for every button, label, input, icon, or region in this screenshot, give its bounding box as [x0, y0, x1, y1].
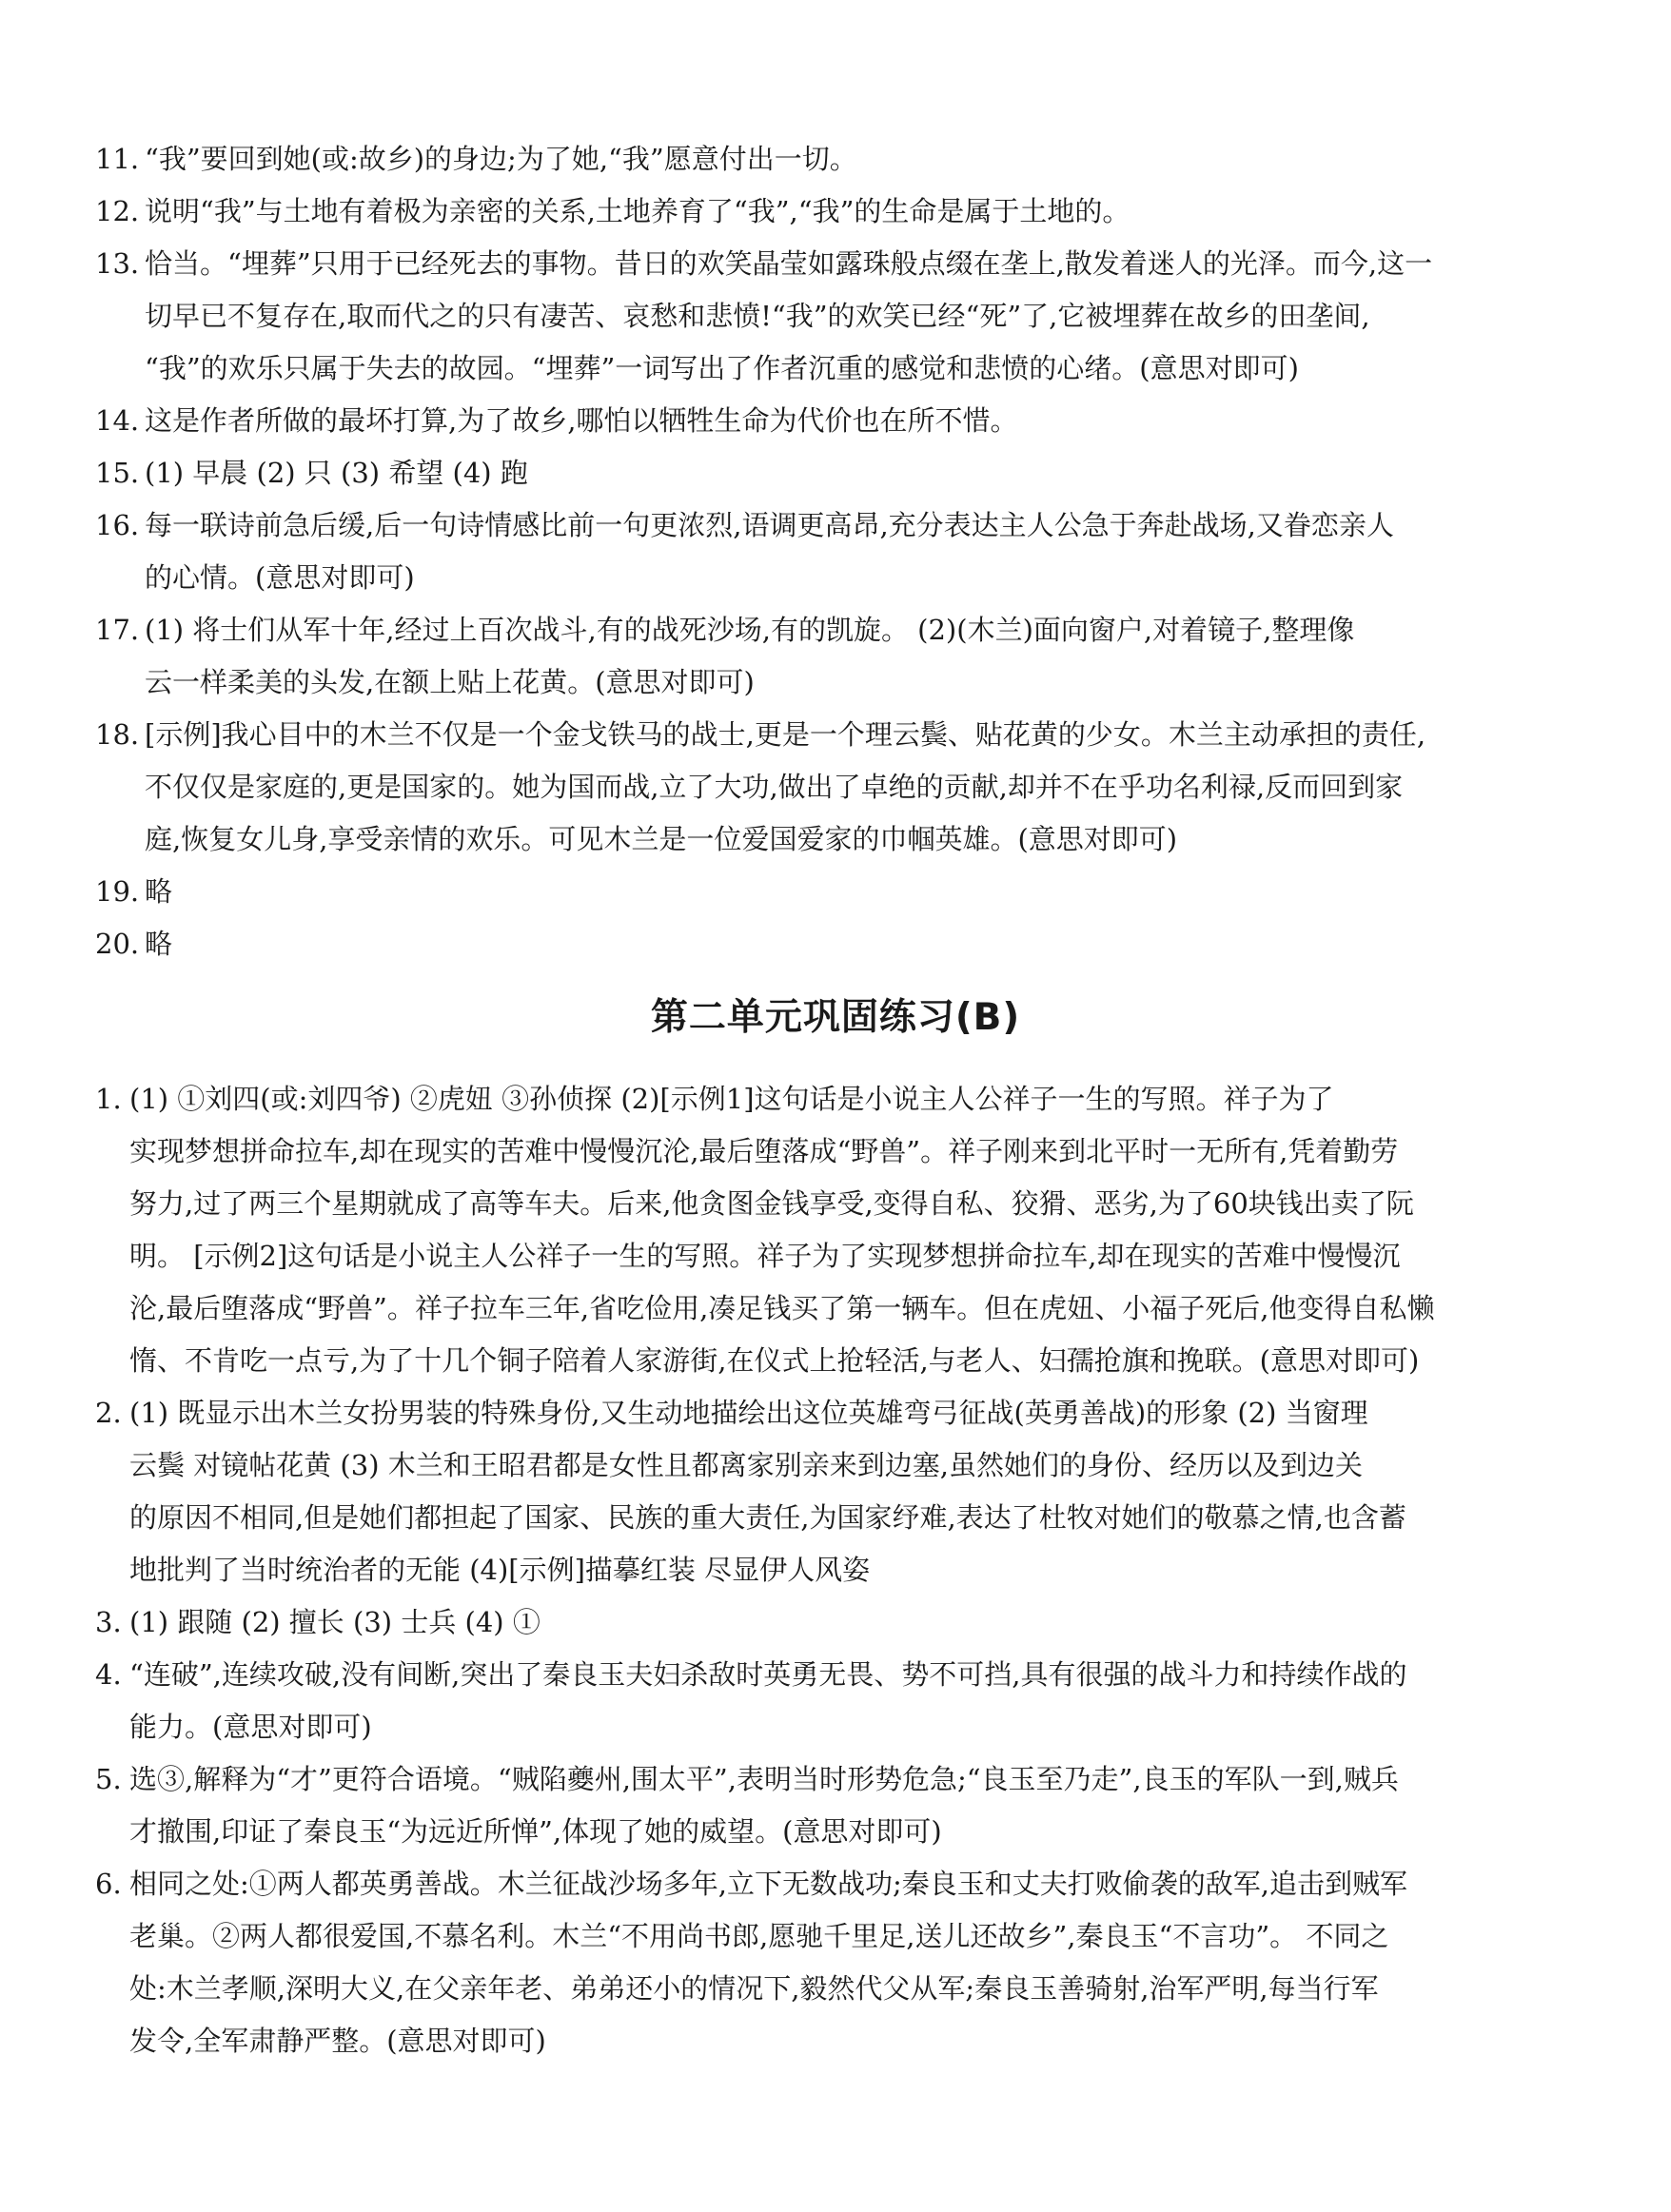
answer-text	[129, 1073, 1608, 1387]
answer-item	[95, 499, 1608, 604]
answer-number: 3.	[95, 1606, 122, 1638]
answer-text	[145, 133, 1608, 186]
answer-line: 能力。(意思对即可)	[129, 1711, 372, 1743]
answer-line: (1) 早晨 (2) 只 (3) 希望 (4) 跑	[145, 457, 528, 489]
answer-line: “我”要回到她(或:故乡)的身边;为了她,“我”愿意付出一切。	[145, 143, 857, 175]
answer-text	[145, 499, 1608, 604]
answer-item	[95, 186, 1608, 238]
answer-text	[129, 1858, 1608, 2067]
answer-line: 云鬓 对镜帖花黄 (3) 木兰和王昭君都是女性且都离家别亲来到边塞,虽然她们的身份、经历以及到边关	[129, 1449, 1363, 1481]
answer-line: 处:木兰孝顺,深明大义,在父亲年老、弟弟还小的情况下,毅然代父从军;秦良玉善骑射,治军严明,每当行军	[129, 1972, 1379, 2005]
answer-line: 实现梦想拼命拉车,却在现实的苦难中慢慢沉沦,最后堕落成“野兽”。祥子刚来到北平时一无所有,凭着勤劳	[129, 1135, 1399, 1167]
answer-item	[95, 1387, 1608, 1596]
answer-line: 发令,全军肃静严整。(意思对即可)	[129, 2025, 546, 2057]
answer-line: 老巢。②两人都很爱国,不慕名利。木兰“不用尚书郎,愿驰千里足,送儿还故乡”,秦良玉“不言功”。 不同之	[129, 1920, 1389, 1952]
answer-line: 惰、不肯吃一点亏,为了十几个铜子陪着人家游街,在仪式上抢轻活,与老人、妇孺抢旗和挽联。(意思对即可)	[129, 1344, 1420, 1377]
answer-number: 20.	[95, 928, 140, 960]
answer-number: 13.	[95, 247, 140, 280]
answer-number: 2.	[95, 1397, 122, 1429]
answer-number: 16.	[95, 509, 140, 541]
answer-line: 略	[145, 875, 173, 908]
answer-number: 17.	[95, 614, 140, 646]
answer-text	[129, 1753, 1608, 1858]
answer-number: 11.	[95, 143, 140, 175]
answer-item	[95, 238, 1608, 395]
answer-line: (1) ①刘四(或:刘四爷) ②虎妞 ③孙侦探 (2)[示例1]这句话是小说主人公祥子一生的写照。祥子为了	[129, 1083, 1334, 1115]
answer-text	[145, 866, 1608, 918]
answer-line: 才撤围,印证了秦良玉“为远近所惮”,体现了她的威望。(意思对即可)	[129, 1815, 942, 1848]
answer-line: 地批判了当时统治者的无能 (4)[示例]描摹红装 尽显伊人风姿	[129, 1554, 871, 1586]
answer-item	[95, 133, 1608, 186]
answer-line: 说明“我”与土地有着极为亲密的关系,土地养育了“我”,“我”的生命是属于土地的。	[145, 195, 1130, 227]
answer-text	[129, 1387, 1608, 1596]
answer-line: (1) 将士们从军十年,经过上百次战斗,有的战死沙场,有的凯旋。 (2)(木兰)面向窗户,对着镜子,整理像	[145, 614, 1355, 646]
answer-number: 4.	[95, 1658, 122, 1691]
answer-item	[95, 447, 1608, 499]
answer-line: 选③,解释为“才”更符合语境。“贼陷夔州,围太平”,表明当时形势危急;“良玉至乃走”,良玉的军队一到,贼兵	[129, 1763, 1399, 1795]
answer-line: 不仅仅是家庭的,更是国家的。她为国而战,立了大功,做出了卓绝的贡献,却并不在乎功名利禄,反而回到家	[145, 771, 1404, 803]
answer-text	[145, 186, 1608, 238]
answer-line: 的原因不相同,但是她们都担起了国家、民族的重大责任,为国家纾难,表达了杜牧对她们的敬慕之情,也含蓄	[129, 1501, 1406, 1534]
answer-line: 这是作者所做的最坏打算,为了故乡,哪怕以牺牲生命为代价也在所不惜。	[145, 404, 1018, 437]
answer-number: 12.	[95, 195, 140, 227]
answer-line: 庭,恢复女儿身,享受亲情的欢乐。可见木兰是一位爱国爱家的巾帼英雄。(意思对即可)	[145, 823, 1178, 855]
answer-number: 18.	[95, 718, 140, 751]
answer-text	[145, 238, 1608, 395]
answer-item	[95, 1596, 1608, 1649]
answer-number: 1.	[95, 1083, 122, 1115]
answer-line: 恰当。“埋葬”只用于已经死去的事物。昔日的欢笑晶莹如露珠般点缀在垄上,散发着迷人的光泽。而今,这一	[145, 247, 1433, 280]
answer-text	[145, 447, 1608, 499]
answer-line: “连破”,连续攻破,没有间断,突出了秦良玉夫妇杀敌时英勇无畏、势不可挡,具有很强的战斗力和持续作战的	[129, 1658, 1407, 1691]
answer-line: 努力,过了两三个星期就成了高等车夫。后来,他贪图金钱享受,变得自私、狡猾、恶劣,为了60块钱出卖了阮	[129, 1187, 1414, 1220]
answer-line: 云一样柔美的头发,在额上贴上花黄。(意思对即可)	[145, 666, 755, 698]
answer-item	[95, 1753, 1608, 1858]
answers-section-b	[95, 1073, 1608, 2067]
answer-text	[129, 1596, 1608, 1649]
answer-item	[95, 1073, 1608, 1387]
answer-item	[95, 1858, 1608, 2067]
answer-item	[95, 918, 1608, 970]
answer-line: (1) 跟随 (2) 擅长 (3) 士兵 (4) ①	[129, 1606, 541, 1638]
answer-number: 5.	[95, 1763, 122, 1795]
answer-line: 切早已不复存在,取而代之的只有凄苦、哀愁和悲愤!“我”的欢笑已经“死”了,它被埋葬在故乡的田垄间,	[145, 300, 1370, 332]
answer-line: 相同之处:①两人都英勇善战。木兰征战沙场多年,立下无数战功;秦良玉和丈夫打败偷袭的敌军,追击到贼军	[129, 1868, 1407, 1900]
answer-line: 明。 [示例2]这句话是小说主人公祥子一生的写照。祥子为了实现梦想拼命拉车,却在现实的苦难中慢慢沉	[129, 1240, 1401, 1272]
answer-number: 14.	[95, 404, 140, 437]
answer-number: 6.	[95, 1868, 122, 1900]
answer-item	[95, 709, 1608, 866]
answer-line: [示例]我心目中的木兰不仅是一个金戈铁马的战士,更是一个理云鬓、贴花黄的少女。木兰主动承担的责任,	[145, 718, 1426, 751]
answer-line: 的心情。(意思对即可)	[145, 561, 415, 594]
answer-line: (1) 既显示出木兰女扮男装的特殊身份,又生动地描绘出这位英雄弯弓征战(英勇善战)的形象 (2) 当窗理	[129, 1397, 1368, 1429]
answer-number: 19.	[95, 875, 140, 908]
answer-line: 每一联诗前急后缓,后一句诗情感比前一句更浓烈,语调更高昂,充分表达主人公急于奔赴战场,又眷恋亲人	[145, 509, 1394, 541]
answer-line: 略	[145, 928, 173, 960]
answer-text	[145, 604, 1608, 709]
section-title: 第二单元巩固练习(B)	[650, 996, 1021, 1039]
answer-item	[95, 866, 1608, 918]
answer-text	[129, 1649, 1608, 1753]
answer-line: “我”的欢乐只属于失去的故园。“埋葬”一词写出了作者沉重的感觉和悲愤的心绪。(意思对即可)	[145, 352, 1299, 384]
answer-line: 沦,最后堕落成“野兽”。祥子拉车三年,省吃俭用,凑足钱买了第一辆车。但在虎妞、小福子死后,他变得自私懒	[129, 1292, 1435, 1324]
answer-text	[145, 395, 1608, 447]
answer-text	[145, 918, 1608, 970]
answer-item	[95, 604, 1608, 709]
answer-item	[95, 1649, 1608, 1753]
answer-text	[145, 709, 1608, 866]
answer-number: 15.	[95, 457, 140, 489]
answers-section-a	[95, 133, 1608, 970]
answer-item	[95, 395, 1608, 447]
